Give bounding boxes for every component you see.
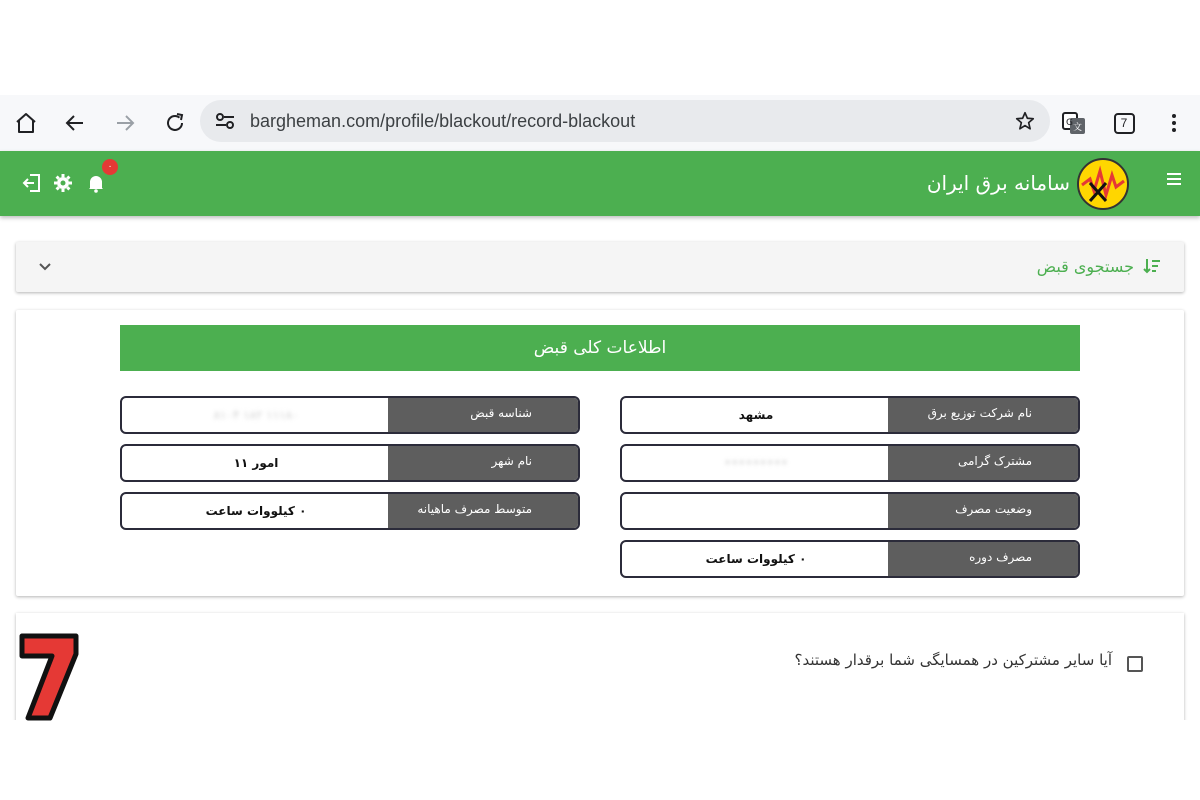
usage-status-field — [620, 492, 1080, 530]
company-field — [620, 396, 1080, 434]
customer-field — [620, 444, 1080, 482]
company-value: مشهد — [738, 408, 774, 422]
period-usage-field — [620, 540, 1080, 578]
search-title: جستجوی قبض — [1036, 257, 1134, 276]
usage-status-value — [622, 494, 890, 528]
logout-icon[interactable] — [20, 171, 44, 195]
usage-status-label: وضعیت مصرف — [888, 494, 1078, 528]
more-menu-icon[interactable] — [1156, 105, 1192, 141]
avg-usage-value: ۰ کیلووات ساعت — [205, 504, 307, 518]
neighbors-card — [16, 613, 1184, 733]
bill-info-header: اطلاعات کلی قبض — [120, 325, 1080, 371]
company-label: نام شرکت توزیع برق — [888, 398, 1078, 432]
svg-text:G: G — [1066, 118, 1073, 128]
svg-text:文: 文 — [1073, 123, 1083, 133]
top-blank-area — [0, 0, 1200, 95]
neighbors-checkbox[interactable] — [1127, 656, 1143, 672]
bill-search-accordion[interactable] — [16, 242, 1184, 292]
translate-icon[interactable] — [1056, 105, 1092, 141]
period-usage-value: ۰ کیلووات ساعت — [705, 552, 807, 566]
tab-switcher-button[interactable] — [1106, 105, 1142, 141]
bill-id-label: شناسه قبض — [388, 398, 578, 432]
tavanir-logo-icon — [1076, 157, 1130, 215]
sort-filter-icon — [1142, 256, 1162, 280]
back-arrow-icon[interactable] — [57, 105, 93, 141]
step-number-text: 7 — [48, 689, 50, 691]
city-value: امور ۱۱ — [233, 456, 279, 470]
bill-id-value: ۱۱۱۸۰ ۱۸۲ ۸۱۰۴ — [213, 408, 299, 422]
forward-arrow-icon[interactable] — [107, 105, 143, 141]
city-label: نام شهر — [388, 446, 578, 480]
chevron-down-icon[interactable] — [34, 256, 56, 282]
hamburger-menu-icon[interactable] — [1164, 169, 1184, 193]
customer-label: مشترک گرامی — [888, 446, 1078, 480]
neighbors-question: آیا سایر مشترکین در همسایگی شما برقدار هستند؟ — [794, 651, 1112, 669]
avg-usage-label: متوسط مصرف ماهیانه — [388, 494, 578, 528]
bill-info-card — [16, 310, 1184, 596]
bill-id-field — [120, 396, 580, 434]
city-field — [120, 444, 580, 482]
tab-count: 7 — [1114, 113, 1135, 134]
settings-gear-icon[interactable] — [51, 171, 75, 195]
bookmark-star-icon[interactable] — [1014, 110, 1036, 136]
avg-usage-field — [120, 492, 580, 530]
step-number-badge — [16, 630, 82, 722]
address-bar[interactable] — [200, 100, 1050, 142]
app-header — [0, 151, 1200, 216]
customer-value: ••••••••• — [724, 456, 788, 470]
notification-bell-icon[interactable] — [84, 171, 108, 195]
period-usage-label: مصرف دوره — [888, 542, 1078, 576]
notification-badge: ۰ — [102, 159, 118, 175]
app-title: سامانه برق ایران — [926, 171, 1070, 195]
bottom-blank-area — [0, 720, 1200, 800]
home-icon[interactable] — [8, 105, 44, 141]
site-settings-icon[interactable] — [214, 110, 236, 136]
url-text: bargheman.com/profile/blackout/record-blackout — [250, 111, 636, 131]
reload-icon[interactable] — [157, 105, 193, 141]
